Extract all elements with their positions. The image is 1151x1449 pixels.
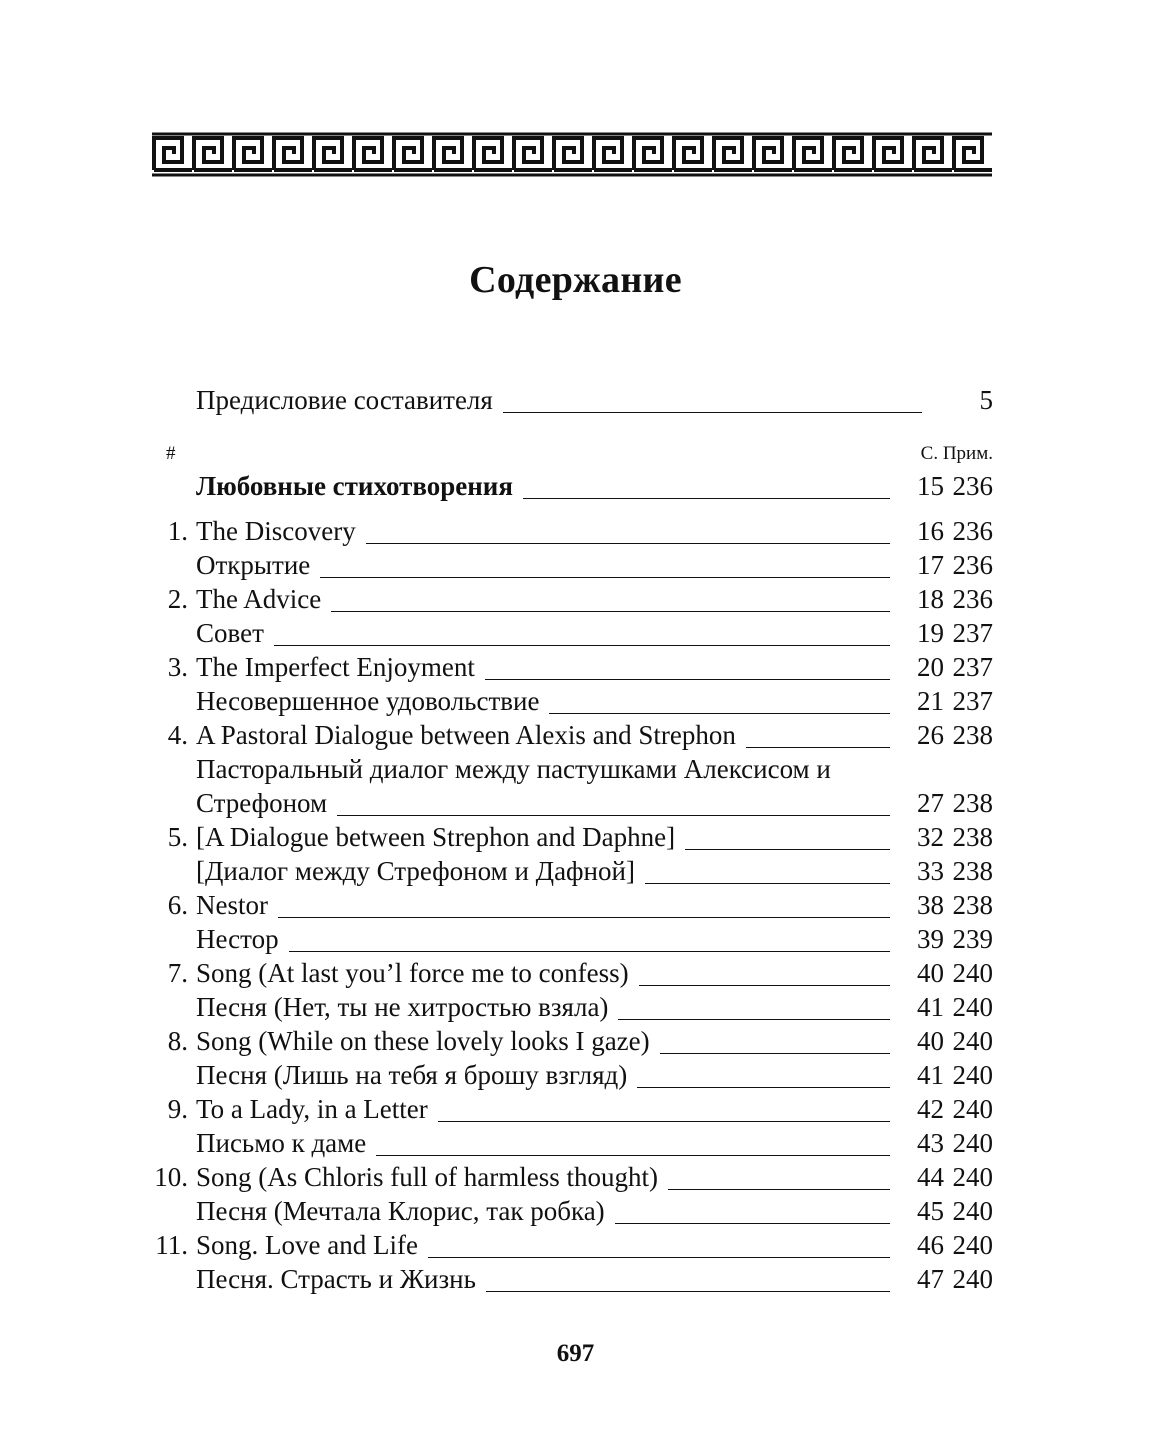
- toc-entry-title: Song. Love and Life: [196, 1228, 428, 1262]
- toc-entry: [0, 684, 1151, 718]
- toc-entry: [0, 582, 1151, 616]
- toc-entry-title: The Advice: [196, 582, 331, 616]
- toc-entry-title: Song (At last you’l force me to confess): [196, 956, 639, 990]
- toc-entry-title: Песня. Страсть и Жизнь: [196, 1262, 486, 1296]
- column-header: [0, 440, 1151, 468]
- toc-entry: [0, 854, 1151, 888]
- toc-entry: [0, 616, 1151, 650]
- toc-preface: [0, 383, 1151, 417]
- toc-entry-page: 43: [917, 1128, 944, 1158]
- toc-entry-note: 240: [952, 1264, 993, 1294]
- toc-entry-page: 46: [917, 1230, 944, 1260]
- toc-leader: [200, 917, 890, 918]
- toc-entry-title: Открытие: [196, 548, 320, 582]
- toc-entry-note: 238: [952, 822, 993, 852]
- toc-entry: [0, 1228, 1151, 1262]
- toc-entry-note: 240: [952, 1060, 993, 1090]
- toc-entry: [0, 956, 1151, 990]
- toc-entry-page: 45: [917, 1196, 944, 1226]
- toc-preface-page: 5: [979, 385, 993, 415]
- toc-entry-title: Song (While on these lovely looks I gaze): [196, 1024, 660, 1058]
- toc-entry-title: Нестор: [196, 922, 289, 956]
- toc-entry: [0, 514, 1151, 548]
- toc-section-text: Любовные стихотворения: [196, 469, 523, 503]
- toc-entry-title: Песня (Мечтала Клорис, так робка): [196, 1194, 615, 1228]
- greek-key-ornament: [152, 130, 992, 178]
- toc-entry-title: Письмо к даме: [196, 1126, 376, 1160]
- toc-entry-page: 39: [917, 924, 944, 954]
- toc-entry-note: 239: [952, 924, 993, 954]
- toc-entry-page: 38: [917, 890, 944, 920]
- toc-entry-page: 18: [917, 584, 944, 614]
- toc-entry: [0, 718, 1151, 752]
- toc-entry-page: 32: [917, 822, 944, 852]
- column-pages-label: С. Прим.: [920, 443, 993, 464]
- toc-entry-number: 11.: [155, 1230, 188, 1260]
- toc-entry-page: 27: [917, 788, 944, 818]
- toc-entry-page: 19: [917, 618, 944, 648]
- toc-entry-page: 21: [917, 686, 944, 716]
- toc-entry-title: Nestor: [196, 888, 278, 922]
- toc-entry: [0, 888, 1151, 922]
- toc-entry-number: 6.: [167, 890, 188, 920]
- toc-entry: [0, 1024, 1151, 1058]
- toc-entry-note: 240: [952, 1128, 993, 1158]
- toc-entry: [0, 990, 1151, 1024]
- toc-entry-note: 238: [952, 856, 993, 886]
- toc-entry-title: To a Lady, in a Letter: [196, 1092, 438, 1126]
- toc-entry-page: 20: [917, 652, 944, 682]
- toc-entry-number: 2.: [167, 584, 188, 614]
- toc-entry-number: 10.: [154, 1162, 188, 1192]
- toc-entry-number: 5.: [167, 822, 188, 852]
- toc-entry: [0, 1160, 1151, 1194]
- toc-entry-page: 17: [917, 550, 944, 580]
- toc-entry-note: 240: [952, 1094, 993, 1124]
- toc-entry-title: The Imperfect Enjoyment: [196, 650, 485, 684]
- toc-entry-note: 240: [952, 1196, 993, 1226]
- toc-entry-note: 240: [952, 958, 993, 988]
- toc-entry: [0, 1262, 1151, 1296]
- toc-entry-page: 42: [917, 1094, 944, 1124]
- toc-entry-title: [Диалог между Стрефоном и Дафной]: [196, 854, 645, 888]
- toc-entry-note: 240: [952, 1026, 993, 1056]
- toc-entry-page: 26: [917, 720, 944, 750]
- toc-entry-page: 44: [917, 1162, 944, 1192]
- toc-leader: [200, 645, 890, 646]
- toc-entry-note: 236: [952, 550, 993, 580]
- toc-entry-note: 240: [952, 1162, 993, 1192]
- toc-entry: [0, 1092, 1151, 1126]
- toc-entry: [0, 752, 1151, 786]
- toc-entry-title: Song (As Chloris full of harmless thought): [196, 1160, 668, 1194]
- toc-entry-page: 47: [917, 1264, 944, 1294]
- toc-entry-title: Пасторальный диалог между пастушками Алексисом и: [196, 752, 841, 786]
- toc-entry-number: 3.: [167, 652, 188, 682]
- toc-entry-note: 238: [952, 720, 993, 750]
- toc-entry-number: 1.: [167, 516, 188, 546]
- toc-entry-title: A Pastoral Dialogue between Alexis and Strephon: [196, 718, 746, 752]
- toc-entry: [0, 1194, 1151, 1228]
- toc-entry-title: Песня (Нет, ты не хитростью взяла): [196, 990, 618, 1024]
- toc-section-page: 15: [917, 471, 944, 501]
- toc-entry: [0, 922, 1151, 956]
- toc-entry-title: Стрефоном: [196, 786, 337, 820]
- toc-entry-note: 236: [952, 584, 993, 614]
- toc-entry-note: 240: [952, 992, 993, 1022]
- toc-entry: [0, 820, 1151, 854]
- toc-entry-note: 240: [952, 1230, 993, 1260]
- toc-entry-page: 41: [917, 1060, 944, 1090]
- toc-entry-title: Несовершенное удовольствие: [196, 684, 549, 718]
- toc-leader: [200, 951, 890, 952]
- toc-entry-note: 237: [952, 686, 993, 716]
- toc-entry: [0, 1058, 1151, 1092]
- toc-entry-page: 16: [917, 516, 944, 546]
- toc-entry: [0, 1126, 1151, 1160]
- toc-entry-title: The Discovery: [196, 514, 366, 548]
- toc-entry-note: 237: [952, 618, 993, 648]
- toc-entry-note: 236: [952, 516, 993, 546]
- toc-entry-page: 33: [917, 856, 944, 886]
- page-number: 697: [556, 1340, 595, 1367]
- toc-preface-text: Предисловие составителя: [196, 383, 503, 417]
- toc-section: [0, 469, 1151, 503]
- toc-entry-number: 8.: [167, 1026, 188, 1056]
- page-title: Содержание: [469, 259, 682, 301]
- column-number-label: #: [166, 443, 176, 464]
- toc-entry-note: 237: [952, 652, 993, 682]
- toc-entry-page: 41: [917, 992, 944, 1022]
- toc-section-note: 236: [952, 471, 993, 501]
- toc-entry: [0, 650, 1151, 684]
- toc-entry-note: 238: [952, 788, 993, 818]
- toc-entry-number: 4.: [167, 720, 188, 750]
- toc-entry-page: 40: [917, 1026, 944, 1056]
- toc-entry: [0, 786, 1151, 820]
- toc-entry-note: 238: [952, 890, 993, 920]
- toc-entry-number: 7.: [167, 958, 188, 988]
- toc-entry-title: [A Dialogue between Strephon and Daphne]: [196, 820, 685, 854]
- toc-entry-title: Песня (Лишь на тебя я брошу взгляд): [196, 1058, 637, 1092]
- toc-entry-title: Совет: [196, 616, 274, 650]
- toc-entry: [0, 548, 1151, 582]
- toc-entry-page: 40: [917, 958, 944, 988]
- toc-entry-number: 9.: [167, 1094, 188, 1124]
